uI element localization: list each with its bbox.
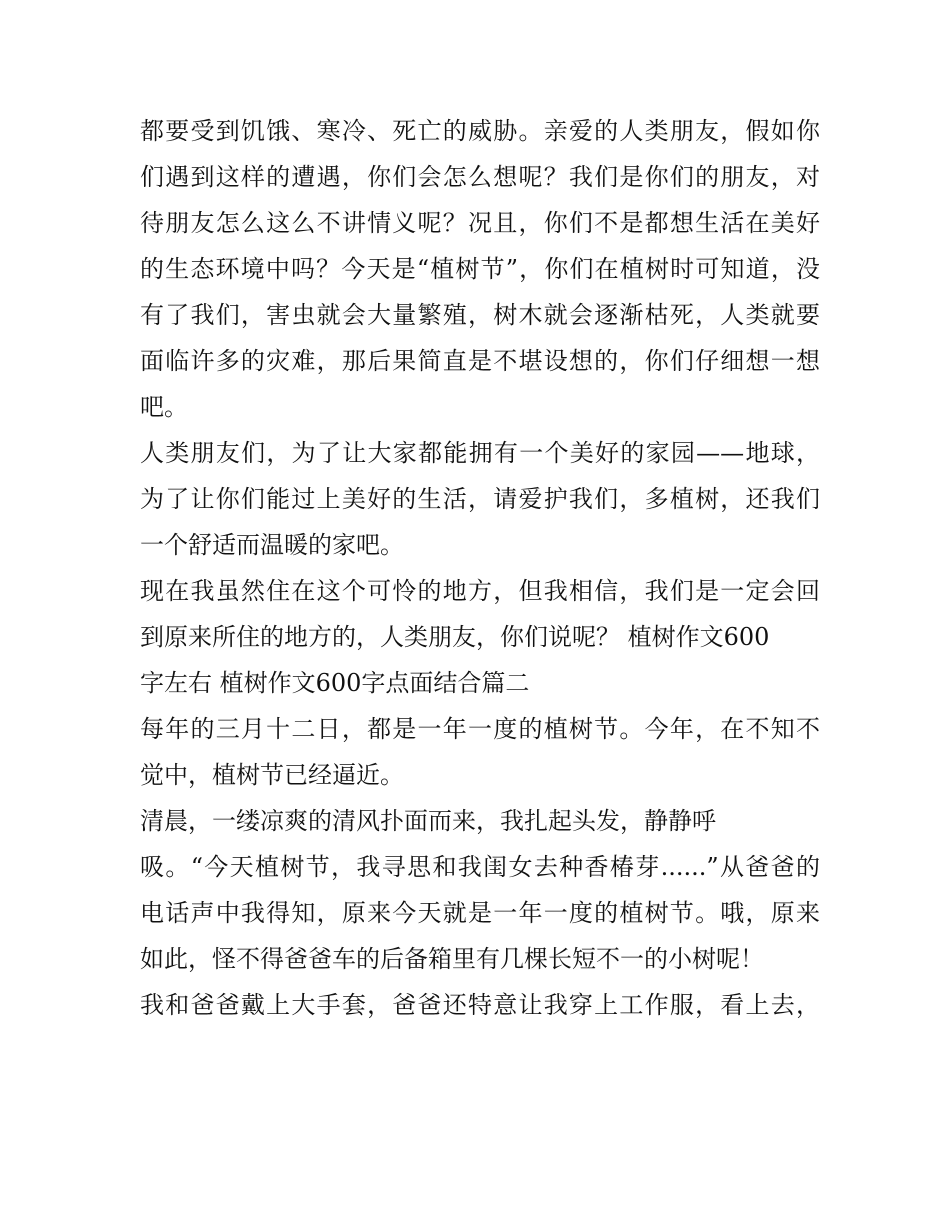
text-line: 如此，怪不得爸爸车的后备箱里有几棵长短不一的小树呢！	[140, 945, 764, 973]
text-line: 的生态环境中吗？今天是“植树节”，你们在植树时可知道，没	[140, 255, 820, 283]
text-line: 为了让你们能过上美好的生活，请爱护我们，多植树，还我们	[140, 485, 820, 513]
text-line: 电话声中我得知，原来今天就是一年一度的植树节。哦，原来	[140, 899, 820, 927]
text-line: 们遇到这样的遭遇，你们会怎么想呢？我们是你们的朋友，对	[140, 163, 820, 191]
text-line: 字左右 植树作文600字点面结合篇二	[140, 669, 530, 697]
text-line: 有了我们，害虫就会大量繁殖，树木就会逐渐枯死，人类就要	[140, 301, 820, 329]
text-line: 清晨，一缕凉爽的清风扑面而来，我扎起头发，静静呼	[140, 807, 716, 835]
text-line: 现在我虽然住在这个可怜的地方，但我相信，我们是一定会回	[140, 577, 820, 605]
text-line: 一个舒适而温暖的家吧。	[140, 531, 404, 559]
document-text	[140, 108, 820, 1028]
text-line: 都要受到饥饿、寒冷、死亡的威胁。亲爱的人类朋友，假如你	[140, 117, 820, 145]
text-line: 吸。“今天植树节，我寻思和我闺女去种香椿芽......”从爸爸的	[140, 853, 820, 881]
text-line: 面临许多的灾难，那后果简直是不堪设想的，你们仔细想一想	[140, 347, 820, 375]
text-line: 每年的三月十二日，都是一年一度的植树节。今年，在不知不	[140, 715, 820, 743]
text-line: 觉中，植树节已经逼近。	[140, 761, 404, 789]
text-line: 人类朋友们，为了让大家都能拥有一个美好的家园——地球，	[140, 439, 820, 467]
text-line: 吧。	[140, 393, 188, 421]
text-line: 待朋友怎么这么不讲情义呢？况且，你们不是都想生活在美好	[140, 209, 820, 237]
text-line: 到原来所住的地方的，人类朋友，你们说呢？ 植树作文600	[140, 623, 770, 651]
text-line: 我和爸爸戴上大手套，爸爸还特意让我穿上工作服，看上去，	[140, 991, 820, 1019]
